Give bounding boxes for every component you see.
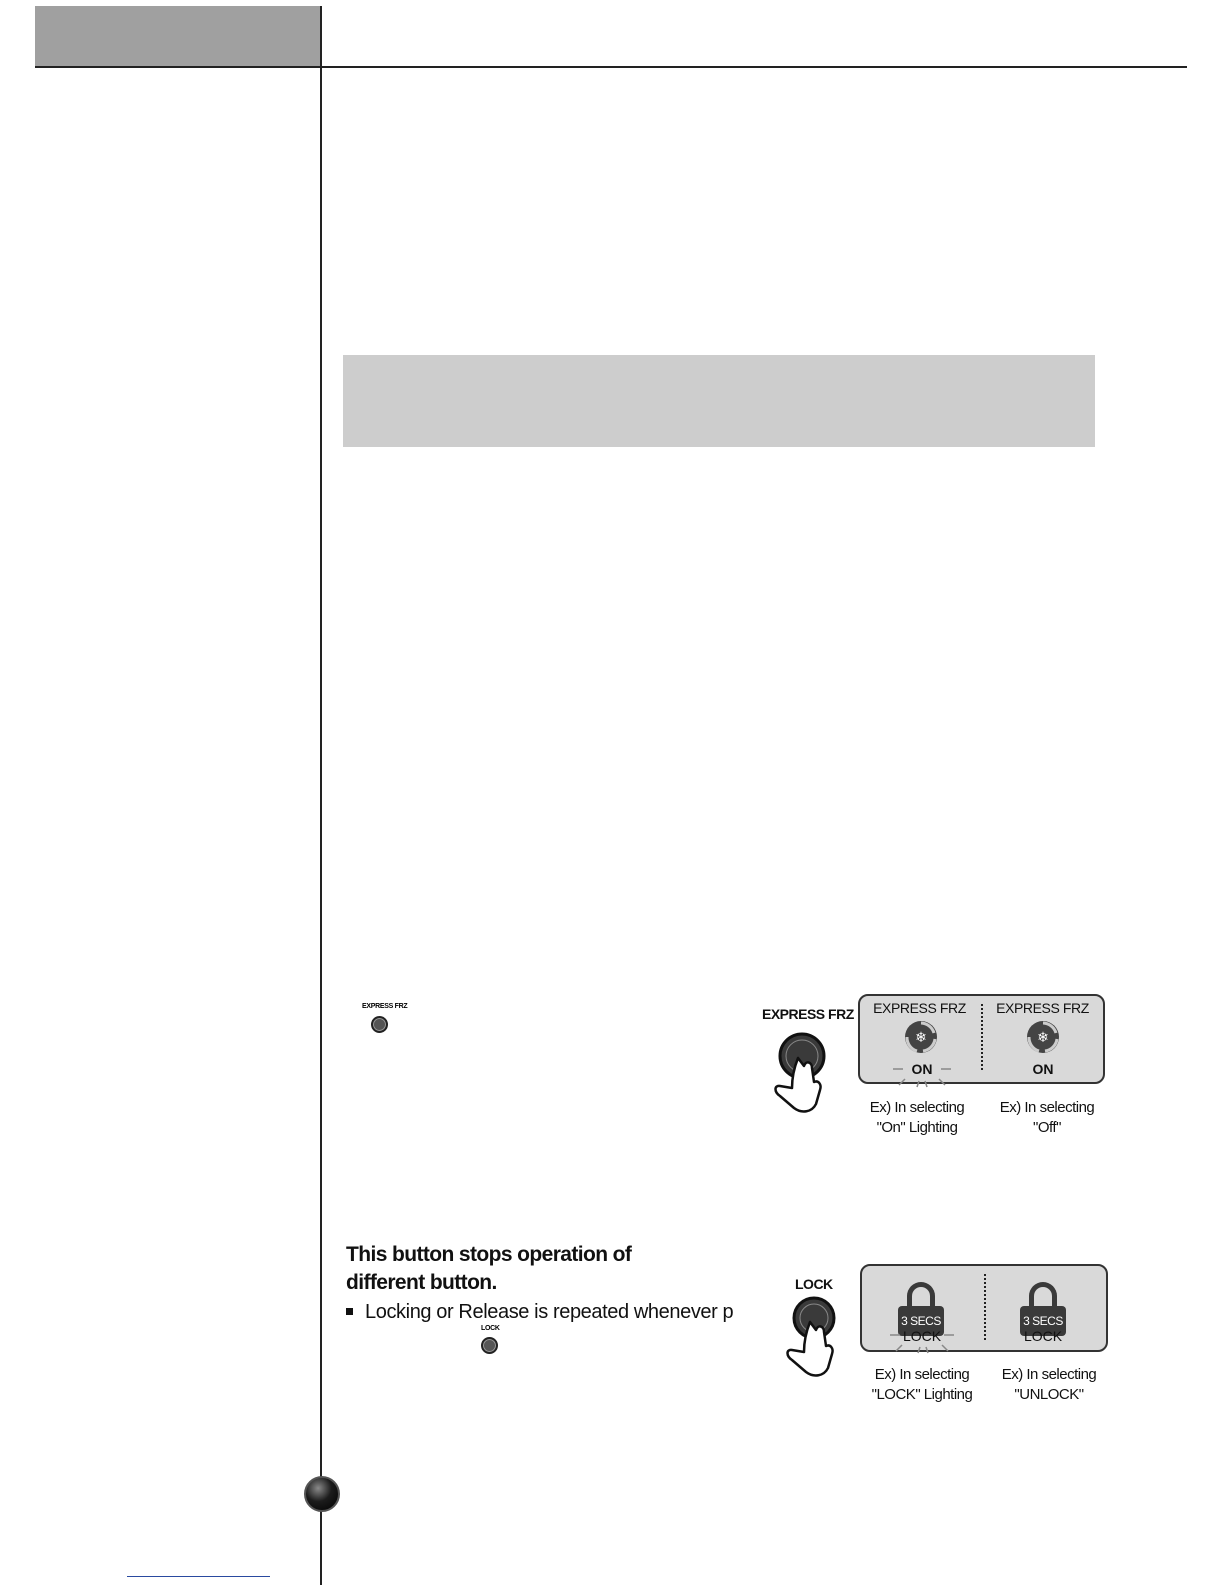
express-frz-caption-left-line2: "On" Lighting (876, 1119, 958, 1136)
express-frz-left-title: EXPRESS FRZ (873, 1000, 966, 1016)
lock-heading: This button stops operation of different button. (346, 1243, 632, 1294)
page-number-dot (304, 1476, 340, 1512)
express-frz-right-title: EXPRESS FRZ (996, 1000, 1089, 1016)
lock-caption-right-line2: "UNLOCK" (1014, 1386, 1084, 1403)
panel-divider (984, 1274, 986, 1340)
lock-left-state: LOCK (902, 1328, 942, 1344)
lock-caption-left-line2: "LOCK" Lighting (871, 1386, 973, 1403)
express-frz-caption-right-line2: "Off" (1033, 1119, 1061, 1136)
lock-left-badge: 3 SECS (898, 1306, 944, 1336)
section-title-band (343, 355, 1095, 447)
express-frz-caption-right-line1: Ex) In selecting (999, 1099, 1095, 1116)
express-frz-small-label: EXPRESS FRZ (362, 1003, 408, 1010)
lock-small-button[interactable] (481, 1337, 498, 1354)
lock-small-label: LOCK (481, 1325, 500, 1332)
express-frz-big-label: EXPRESS FRZ (762, 1006, 854, 1022)
lock-big-label: LOCK (795, 1276, 833, 1292)
bullet-square (346, 1308, 353, 1315)
bottom-link-underline[interactable] (127, 1576, 270, 1577)
panel-divider (981, 1004, 983, 1070)
express-frz-small-button[interactable] (371, 1016, 388, 1033)
lock-right-state: LOCK (1023, 1328, 1063, 1344)
lock-bullet-text: Locking or Release is repeated whenever p (365, 1301, 734, 1323)
header-tab (35, 6, 321, 67)
svg-text:❄: ❄ (1037, 1030, 1049, 1046)
lock-caption-left-line1: Ex) In selecting (874, 1366, 970, 1383)
pressing-hand-icon (782, 1296, 852, 1386)
left-margin-rule (320, 6, 322, 1585)
pressing-hand-icon (768, 1028, 838, 1118)
lock-right-badge: 3 SECS (1020, 1306, 1066, 1336)
lock-caption-right-line1: Ex) In selecting (1001, 1366, 1097, 1383)
express-frz-caption-left-line1: Ex) In selecting (869, 1099, 965, 1116)
express-frz-right-state: ON (1032, 1061, 1054, 1077)
svg-text:❄: ❄ (915, 1030, 927, 1046)
snowflake-icon (1025, 1019, 1061, 1055)
express-frz-left-state: ON (911, 1061, 933, 1077)
snowflake-icon (903, 1019, 939, 1055)
header-rule (35, 66, 1187, 68)
